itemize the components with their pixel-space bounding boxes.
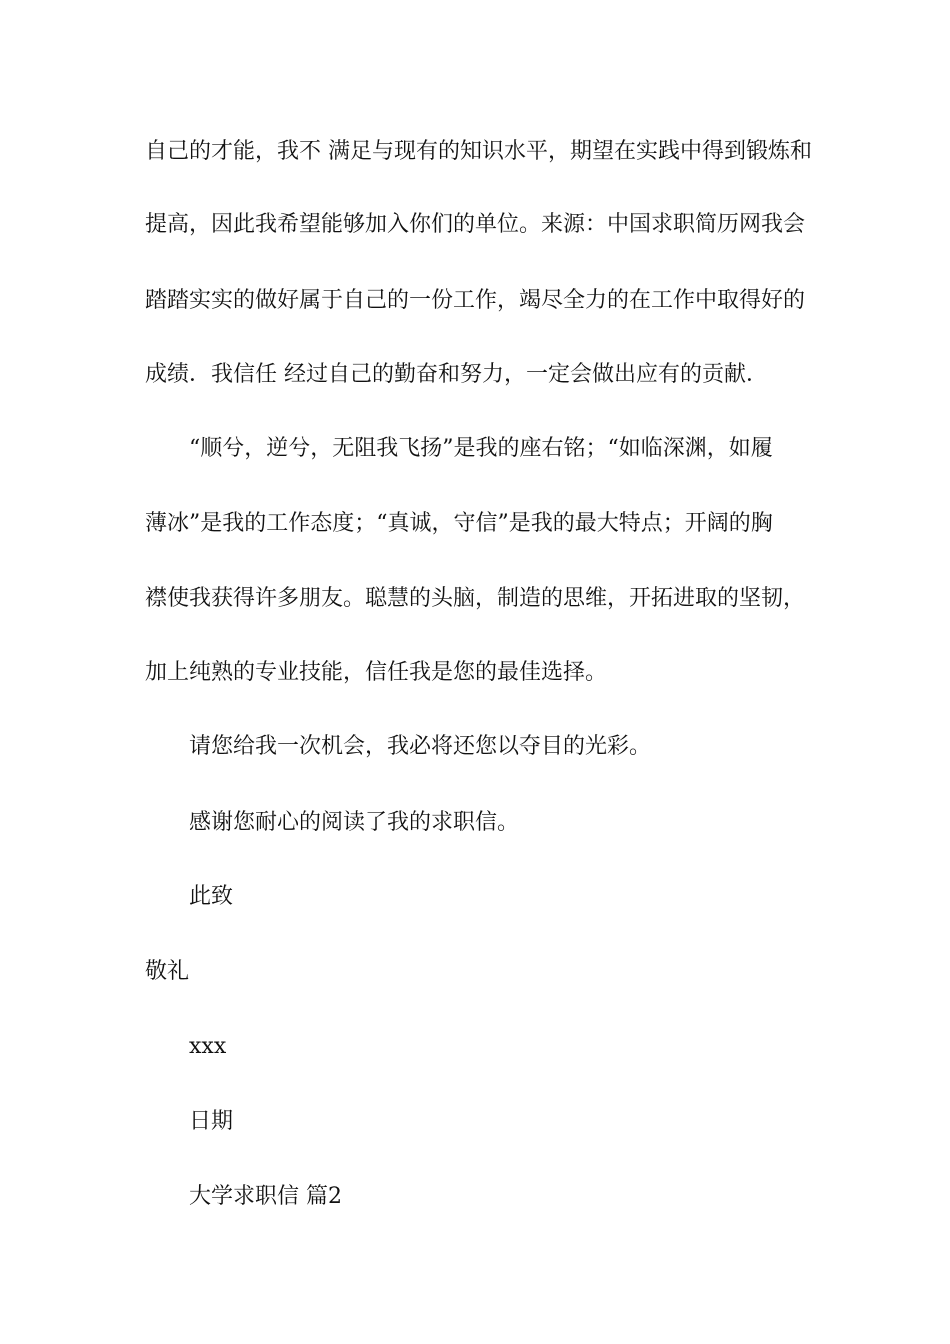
- paragraph-2-line-1: “顺兮，逆兮，无阻我飞扬”是我的座右铭；“如临深渊，如履: [189, 436, 773, 461]
- signature-text: xxx: [189, 1034, 227, 1059]
- paragraph-1-line-4: 成绩．我信任 经过自己的勤奋和努力，一定会做出应有的贡献．: [145, 362, 768, 387]
- date-text: 日期: [189, 1109, 234, 1134]
- salute-text: 敬礼: [145, 959, 190, 984]
- request-text: 请您给我一次机会，我必将还您以夺目的光彩。: [189, 734, 652, 759]
- paragraph-2-line-4: 加上纯熟的专业技能，信任我是您的最佳选择。: [145, 660, 608, 685]
- thanks-text: 感谢您耐心的阅读了我的求职信。: [189, 810, 520, 835]
- paragraph-2-line-2: 薄冰”是我的工作态度；“真诚，守信”是我的最大特点；开阔的胸: [145, 511, 773, 536]
- paragraph-2-line-3: 襟使我获得许多朋友。聪慧的头脑，制造的思维，开拓进取的坚韧，: [145, 586, 806, 611]
- closing-text: 此致: [189, 884, 234, 909]
- paragraph-1-line-2: 提高，因此我希望能够加入你们的单位。来源：中国求职简历网我会: [145, 212, 806, 237]
- paragraph-1-line-1: 自己的才能，我不 满足与现有的知识水平，期望在实践中得到锻炼和: [145, 139, 812, 164]
- next-section-heading: 大学求职信 篇2: [189, 1184, 342, 1209]
- paragraph-1-line-3: 踏踏实实的做好属于自己的一份工作，竭尽全力的在工作中取得好的: [145, 288, 806, 313]
